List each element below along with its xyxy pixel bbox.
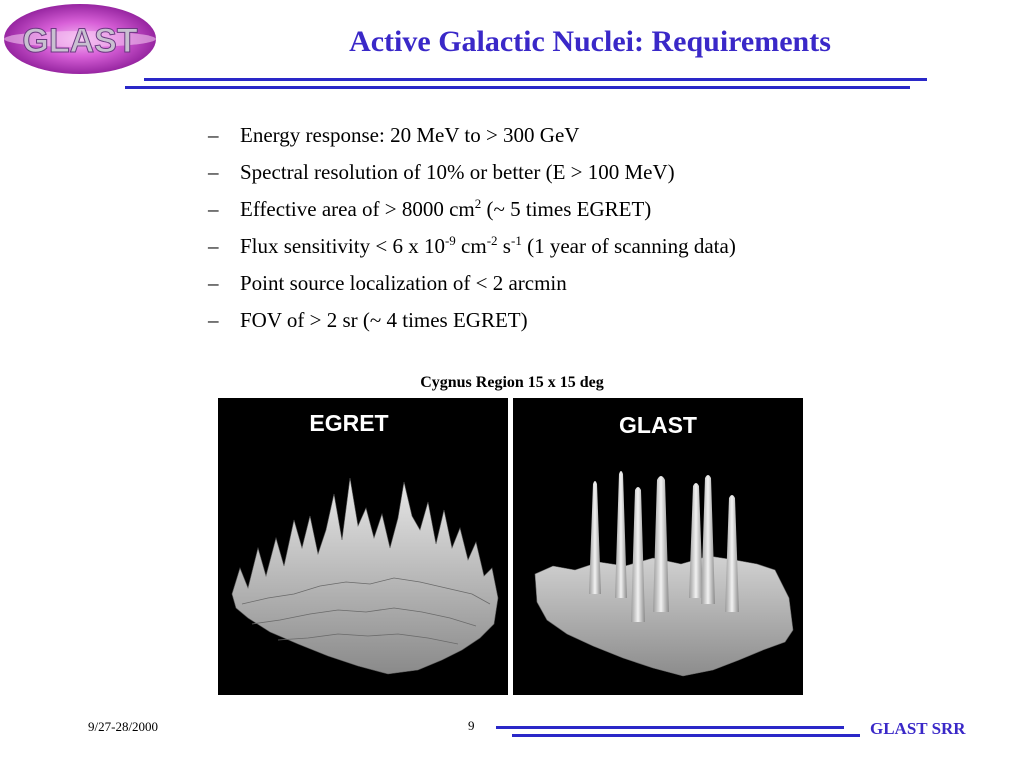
list-item (208, 231, 736, 268)
egret-label: EGRET (309, 410, 389, 436)
bullet-text: (~ 5 times EGRET) (481, 197, 652, 221)
title-rule-top (144, 78, 927, 81)
bullet-superscript: -9 (444, 233, 456, 248)
bullet-text: Energy response: 20 MeV to > 300 GeV (240, 123, 580, 147)
footer-rule-top (496, 726, 844, 729)
bullet-dash: – (208, 197, 219, 221)
bullet-dash: – (208, 271, 219, 295)
glast-panel (513, 398, 803, 695)
list-item (208, 194, 736, 231)
glast-peak (653, 476, 669, 612)
bullet-dash: – (208, 123, 219, 147)
bullet-text: cm (455, 234, 487, 258)
footer-rule-bottom (512, 734, 860, 737)
list-item (208, 120, 736, 157)
bullet-dash: – (208, 160, 219, 184)
bullet-superscript: -1 (510, 233, 522, 248)
list-item (208, 305, 736, 342)
bullet-text: Point source localization of < 2 arcmin (240, 271, 567, 295)
bullet-superscript: 2 (474, 196, 482, 211)
glast-peak (725, 495, 739, 612)
egret-surface-plot (218, 398, 508, 695)
list-item (208, 157, 736, 194)
bullet-text: Flux sensitivity < 6 x 10 (240, 234, 445, 258)
page-number: 9 (468, 718, 475, 733)
glast-label: GLAST (619, 412, 697, 438)
bullet-text: Spectral resolution of 10% or better (E > 100 MeV) (240, 160, 675, 184)
glast-logo (2, 2, 158, 76)
bullet-text: s (497, 234, 511, 258)
footer-date: 9/27-28/2000 (88, 719, 159, 734)
glast-peak (589, 481, 601, 594)
slide-title: Active Galactic Nuclei: Requirements (349, 25, 831, 58)
bullet-text: Effective area of > 8000 cm (240, 197, 475, 221)
title-rule-bottom (125, 86, 910, 89)
list-item (208, 268, 736, 305)
glast-peak (701, 475, 715, 604)
requirements-list (208, 120, 736, 342)
footer-brand: GLAST SRR (870, 719, 966, 738)
glast-peak (615, 471, 627, 598)
logo-graphic (2, 2, 158, 76)
glast-peak (689, 483, 703, 598)
bullet-text: (1 year of scanning data) (521, 234, 736, 258)
figure-caption: Cygnus Region 15 x 15 deg (420, 374, 604, 391)
egret-surface (232, 478, 498, 674)
logo-text: GLAST (22, 22, 138, 60)
glast-surface-plot (513, 398, 803, 695)
egret-panel (218, 398, 508, 695)
bullet-dash: – (208, 234, 219, 258)
bullet-dash: – (208, 308, 219, 332)
bullet-superscript: -2 (486, 233, 498, 248)
glast-peak (631, 487, 645, 622)
bullet-text: FOV of > 2 sr (~ 4 times EGRET) (240, 308, 528, 332)
